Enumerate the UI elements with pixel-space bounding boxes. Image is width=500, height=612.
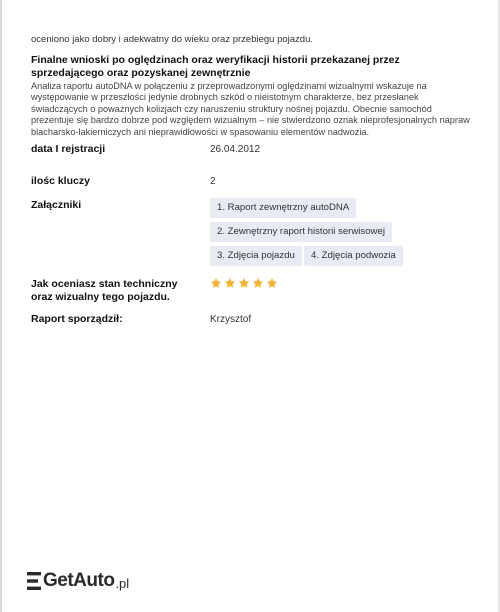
getauto-logo bbox=[27, 569, 129, 593]
star-icon bbox=[210, 277, 222, 289]
keys-value: 2 bbox=[210, 176, 216, 187]
logo-mark-icon bbox=[27, 572, 41, 590]
logo-tld: .pl bbox=[115, 575, 130, 591]
keys-label: ilośc kluczy bbox=[31, 175, 90, 187]
attachment-chip[interactable]: 4. Zdjęcia podwozia bbox=[304, 246, 403, 266]
star-icon bbox=[238, 277, 250, 289]
attachment-chip[interactable]: 3. Zdjęcia pojazdu bbox=[210, 246, 302, 266]
intro-text: oceniono jako dobry i adekwatny do wieku oraz przebiegu pojazdu. bbox=[31, 34, 314, 45]
attachments-label: Załączniki bbox=[31, 199, 82, 211]
page-edge-left bbox=[0, 0, 2, 612]
author-label: Raport sporządził: bbox=[31, 313, 123, 325]
author-value: Krzysztof bbox=[210, 314, 252, 325]
attachment-chip[interactable]: 2. Zewnętrzny raport historii serwisowej bbox=[210, 222, 392, 242]
star-icon bbox=[224, 277, 236, 289]
star-icon bbox=[252, 277, 264, 289]
registration-label: data I rejstracji bbox=[31, 143, 106, 155]
attachment-chip[interactable]: 1. Raport zewnętrzny autoDNA bbox=[210, 198, 356, 218]
registration-value: 26.04.2012 bbox=[210, 144, 261, 155]
star-icon bbox=[266, 277, 278, 289]
conclusion-body: Analiza raportu autoDNA w połączeniu z przeprowadzonymi oględzinami wizualnymi wskazuje na występowanie w przeszłości jedynie drobnych szkód o nieistotnym charakterze, bez przesłanek świadczących o poważnych kolizjach czy naruszeniu struktury nośnej pojazdu. Obecnie samochód prezentuje się bardzo dobrze pod względem wizualnym – nie stwierdzono oznak nieprofesjonalnych napraw blacharsko-lakierniczych ani nieprawidłowości w spasowaniu elementów nadwozia. bbox=[31, 81, 470, 137]
conclusion-title: Finalne wnioski po oględzinach oraz weryfikacji historii przekazanej przez sprzedającego oraz pozyskanej zewnętrznie bbox=[31, 54, 400, 79]
rating-stars bbox=[210, 277, 278, 289]
logo-text: GetAuto bbox=[43, 570, 115, 591]
rating-label: Jak oceniasz stan techniczny oraz wizualny tego pojazdu. bbox=[31, 278, 178, 303]
